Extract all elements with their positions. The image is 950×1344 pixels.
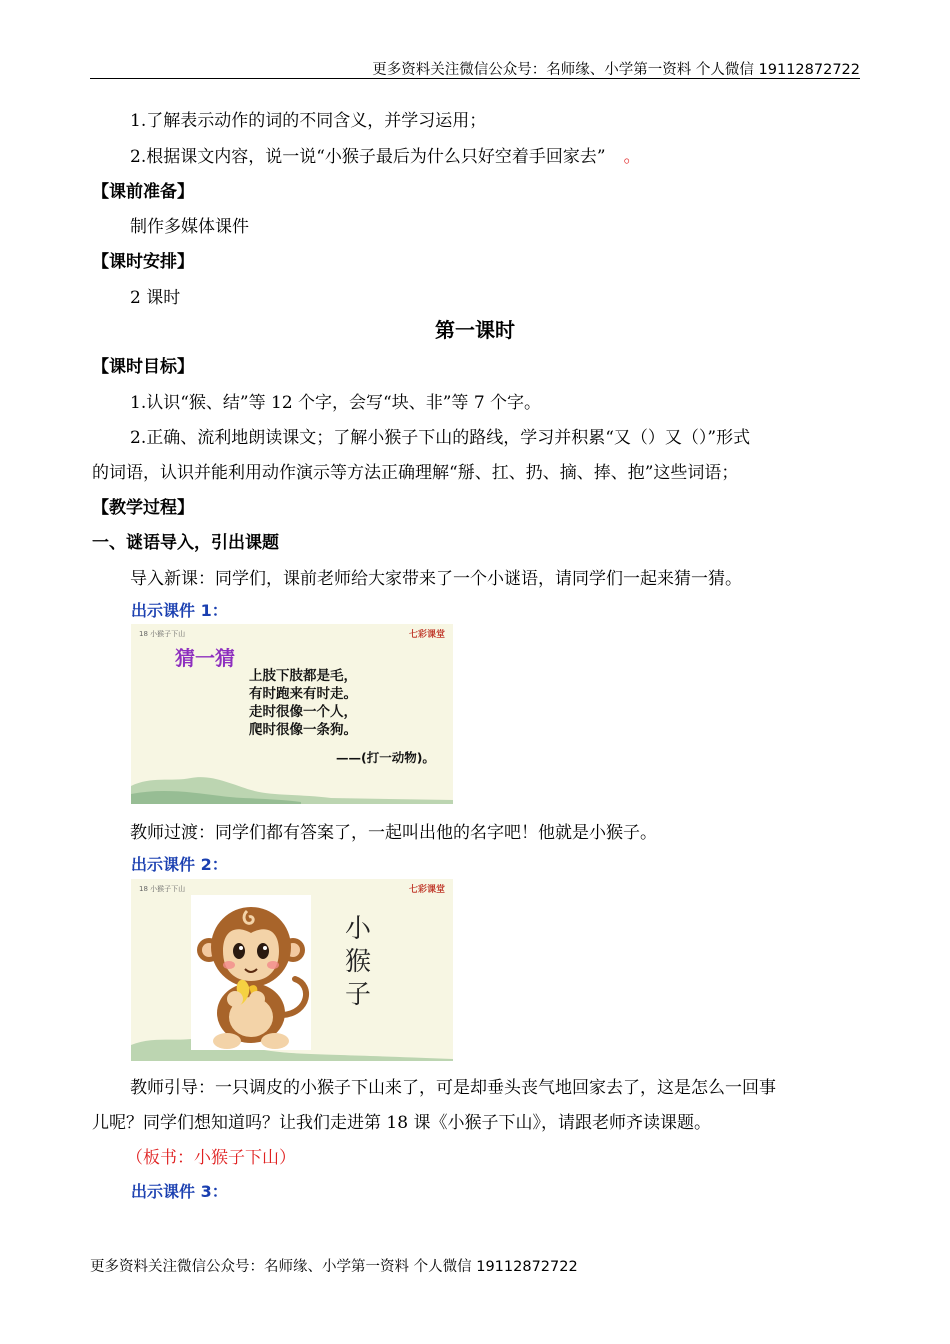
schedule-text: 2 课时 <box>130 288 181 308</box>
goal-item-2 <box>130 142 641 167</box>
monkey-illustration <box>191 895 311 1050</box>
objective-item-2-line2: 的词语，认识并能利用动作演示等方法正确理解“掰、扛、扔、摘、捧、抱”这些词语； <box>92 463 739 483</box>
ink-wash-decoration <box>131 764 453 804</box>
show-slide-3-label: 出示课件 3： <box>131 1182 228 1201</box>
slide-1-logo: 七彩课堂 <box>408 630 445 640</box>
prep-text: 制作多媒体课件 <box>130 217 249 237</box>
monkey-icon <box>191 895 311 1050</box>
transition-text: 教师过渡：同学们都有答案了，一起叫出他的名字吧！他就是小猴子。 <box>130 823 657 843</box>
vertical-char-1: 小 <box>345 914 372 944</box>
slide-2-logo: 七彩课堂 <box>408 885 445 895</box>
objectives-heading: 【课时目标】 <box>92 357 194 377</box>
show-slide-2-label: 出示课件 2： <box>131 855 228 874</box>
prep-heading: 【课前准备】 <box>92 182 194 202</box>
slide-2-vertical-title <box>345 913 375 1012</box>
riddle-line-1: 上肢下肢都是毛， <box>249 668 357 684</box>
guide-text-line1: 教师引导：一只调皮的小猴子下山来了，可是却垂头丧气地回家去了，这是怎么一回事 <box>130 1078 776 1098</box>
vertical-char-3: 子 <box>345 980 372 1010</box>
process-heading: 【教学过程】 <box>92 498 194 518</box>
lesson-title: 第一课时 <box>435 318 515 342</box>
goal-item-2-tail: 。 <box>623 147 641 167</box>
page-footer: 更多资料关注微信公众号：名师缘、小学第一资料 个人微信 19112872722 <box>90 1259 578 1275</box>
slide-1-image <box>131 624 453 804</box>
riddle-line-4: 爬时很像一条狗。 <box>249 722 357 738</box>
board-note: （板书：小猴子下山） <box>126 1148 296 1168</box>
schedule-heading: 【课时安排】 <box>92 252 194 272</box>
guide-text-line2: 儿呢？同学们想知道吗？让我们走进第 18 课《小猴子下山》，请跟老师齐读课题。 <box>92 1113 711 1133</box>
riddle-hint: ——(打一动物)。 <box>336 750 435 765</box>
objective-item-2-line1: 2.正确、流利地朗读课文；了解小猴子下山的路线，学习并积累“又（）又（）”形式 <box>130 428 751 448</box>
intro-text: 导入新课：同学们，课前老师给大家带来了一个小谜语，请同学们一起来猜一猜。 <box>130 569 742 589</box>
objective-item-1: 1.认识“猴、结”等 12 个字，会写“块、非”等 7 个字。 <box>130 393 542 413</box>
goal-item-2-text: 2.根据课文内容，说一说“小猴子最后为什么只好空着手回家去” <box>130 147 606 167</box>
goal-item-1: 1.了解表示动作的词的不同含义，并学习运用； <box>130 111 487 131</box>
header-rule <box>90 78 860 79</box>
vertical-char-2: 猴 <box>345 947 372 977</box>
show-slide-1-label: 出示课件 1： <box>131 601 228 620</box>
riddle-line-3: 走时很像一个人， <box>249 704 357 720</box>
riddle-title: 猜一猜 <box>175 646 235 670</box>
riddle-line-2: 有时跑来有时走。 <box>249 686 357 702</box>
section-heading-1: 一、谜语导入，引出课题 <box>92 533 279 553</box>
slide-1-lesson-label: 18 小猴子下山 <box>139 630 186 638</box>
slide-2-lesson-label: 18 小猴子下山 <box>139 885 186 893</box>
slide-2-image <box>131 879 453 1061</box>
page-header: 更多资料关注微信公众号：名师缘、小学第一资料 个人微信 19112872722 <box>372 62 860 78</box>
